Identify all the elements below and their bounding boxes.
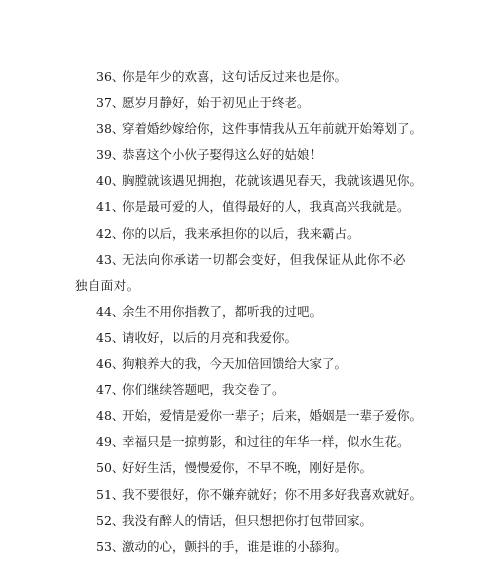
list-item: [0, 142, 500, 168]
list-item: [0, 429, 500, 455]
item-text: 我不要很好，你不嫌弃就好；你不用多好我喜欢就好。: [122, 486, 423, 502]
list-item: [0, 351, 500, 377]
list-item: [0, 64, 500, 90]
numbered-list: [0, 64, 500, 560]
item-number: 48、: [96, 408, 125, 424]
item-text: 你是最可爱的人，值得最好的人，我真高兴我就是。: [122, 199, 410, 215]
list-item: [0, 247, 500, 299]
item-number: 53、: [96, 538, 125, 554]
item-text: 请收好，以后的月亮和我爱你。: [122, 329, 298, 345]
list-item: [0, 325, 500, 351]
list-item: [0, 455, 500, 481]
list-item: [0, 508, 500, 534]
item-number: 44、: [96, 303, 125, 319]
item-number: 43、: [96, 251, 125, 267]
item-text: 你是年少的欢喜，这句话反过来也是你。: [122, 69, 348, 84]
item-number: 40、: [96, 173, 125, 189]
list-item: [0, 482, 500, 508]
list-item: [0, 90, 500, 116]
list-item: [0, 534, 500, 560]
item-number: 47、: [96, 382, 125, 398]
item-text: 好好生活，慢慢爱你，不早不晚，刚好是你。: [122, 460, 373, 476]
item-text: 激动的心，颤抖的手，谁是谁的小舔狗。: [122, 538, 348, 554]
item-number: 42、: [96, 225, 125, 241]
item-text: 无法向你承诺一切都会变好，但我保证从此你不必独自面对。: [75, 251, 406, 293]
item-text: 愿岁月静好，始于初见止于终老。: [122, 95, 310, 111]
item-number: 46、: [96, 356, 125, 372]
item-text: 狗粮养大的我，今天加倍回馈给大家了。: [122, 356, 348, 372]
item-number: 52、: [96, 512, 125, 528]
list-item: [0, 116, 500, 142]
list-item: [0, 377, 500, 403]
list-item: [0, 194, 500, 220]
item-number: 36、: [96, 69, 125, 84]
item-text: 开始，爱情是爱你一辈子；后来，婚姻是一辈子爱你。: [122, 408, 423, 424]
item-number: 51、: [96, 486, 125, 502]
item-text: 幸福只是一掠剪影，和过往的年华一样，似水生花。: [122, 434, 410, 450]
list-item: [0, 221, 500, 247]
item-number: 50、: [96, 460, 125, 476]
item-number: 39、: [96, 147, 125, 163]
item-text: 你的以后，我来承担你的以后，我来霸占。: [122, 225, 360, 241]
item-text: 我没有醉人的情话，但只想把你打包带回家。: [122, 512, 373, 528]
list-item: [0, 403, 500, 429]
item-text: 恭喜这个小伙子娶得这么好的姑娘！: [122, 147, 323, 163]
item-number: 38、: [96, 121, 125, 137]
item-number: 37、: [96, 95, 125, 111]
item-number: 45、: [96, 329, 125, 345]
item-text: 穿着婚纱嫁给你，这件事情我从五年前就开始筹划了。: [122, 121, 423, 137]
item-text: 你们继续答题吧，我交卷了。: [122, 382, 285, 398]
list-item: [0, 168, 500, 194]
item-text: 余生不用你指教了，都听我的过吧。: [122, 303, 323, 319]
item-number: 49、: [96, 434, 125, 450]
item-number: 41、: [96, 199, 125, 215]
item-text: 胸膛就该遇见拥抱，花就该遇见春天，我就该遇见你。: [122, 173, 423, 189]
list-item: [0, 299, 500, 325]
